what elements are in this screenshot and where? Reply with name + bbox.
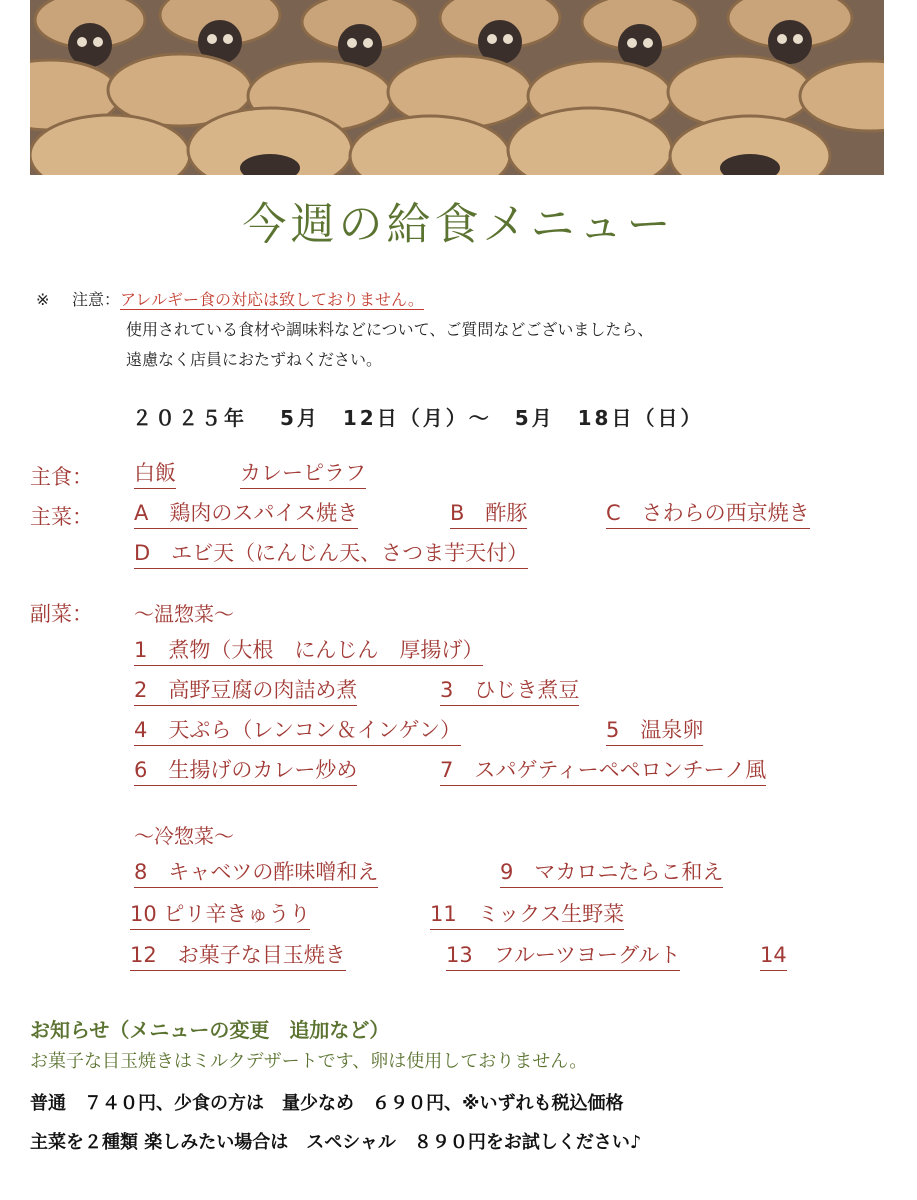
special-line: 主菜を２種類 楽しみたい場合は スペシャル ８９０円をお試しください♪: [30, 1132, 642, 1153]
staple-item: カレーピラフ: [240, 459, 366, 489]
main-dish-item: A 鶏肉のスパイス焼き: [134, 499, 358, 529]
warm-item: 5 温泉卵: [606, 716, 703, 746]
side-dish-label: 副菜：: [30, 602, 93, 626]
cold-item: 10 ピリ辛きゅうり: [130, 900, 310, 930]
warm-item: 1 煮物（大根 にんじん 厚揚げ）: [134, 636, 483, 666]
staple-item: 白飯: [134, 459, 176, 489]
cold-item: 13 フルーツヨーグルト: [446, 941, 680, 971]
notice-label: 注意：: [72, 290, 121, 309]
header-photo: [30, 0, 884, 175]
cold-item: 14: [760, 941, 787, 971]
warm-item: 6 生揚げのカレー炒め: [134, 756, 357, 786]
warm-item: 2 高野豆腐の肉詰め煮: [134, 676, 357, 706]
staple-label: 主食：: [30, 465, 93, 489]
warm-item: 3 ひじき煮豆: [440, 676, 579, 706]
warm-item: 7 スパゲティーペペロンチーノ風: [440, 756, 766, 786]
main-dish-item: D エビ天（にんじん天、さつま芋天付）: [134, 539, 528, 569]
main-dish-item: C さわらの西京焼き: [606, 499, 810, 529]
cold-item: 9 マカロニたらこ和え: [500, 858, 723, 888]
tanuki-figurines-photo-icon: [30, 0, 884, 175]
notice-line-1: [36, 285, 653, 315]
price-line: 普通 ７４０円、少食の方は 量少なめ ６９０円、※いずれも税込価格: [30, 1093, 624, 1114]
warm-item: 4 天ぷら（レンコン＆インゲン）: [134, 716, 461, 746]
info-heading: お知らせ（メニューの変更 追加など）: [30, 1018, 390, 1042]
warm-heading: 〜温惣菜〜: [134, 602, 234, 626]
info-note: お菓子な目玉焼きはミルクデザートです、卵は使用しておりません。: [30, 1051, 588, 1072]
notice-mark: ※: [36, 290, 50, 309]
cold-item: 8 キャベツの酢味噌和え: [134, 858, 378, 888]
page-title: 今週の給食メニュー: [242, 199, 675, 250]
cold-item: 11 ミックス生野菜: [430, 900, 624, 930]
notice-line-3: 遠慮なく店員におたずねください。: [126, 350, 383, 369]
allergy-warning: アレルギー食の対応は致しておりません。: [120, 290, 424, 309]
notice-line-2: 使用されている食材や調味料などについて、ご質問などございましたら、: [126, 320, 654, 339]
cold-heading: 〜冷惣菜〜: [134, 824, 234, 848]
date-range: ２０２５年 5月 12日（月）〜 5月 18日（日）: [132, 406, 704, 430]
main-dish-item: B 酢豚: [450, 499, 527, 529]
allergy-notice: [36, 285, 653, 375]
main-dish-label: 主菜：: [30, 505, 93, 529]
cold-item: 12 お菓子な目玉焼き: [130, 941, 346, 971]
